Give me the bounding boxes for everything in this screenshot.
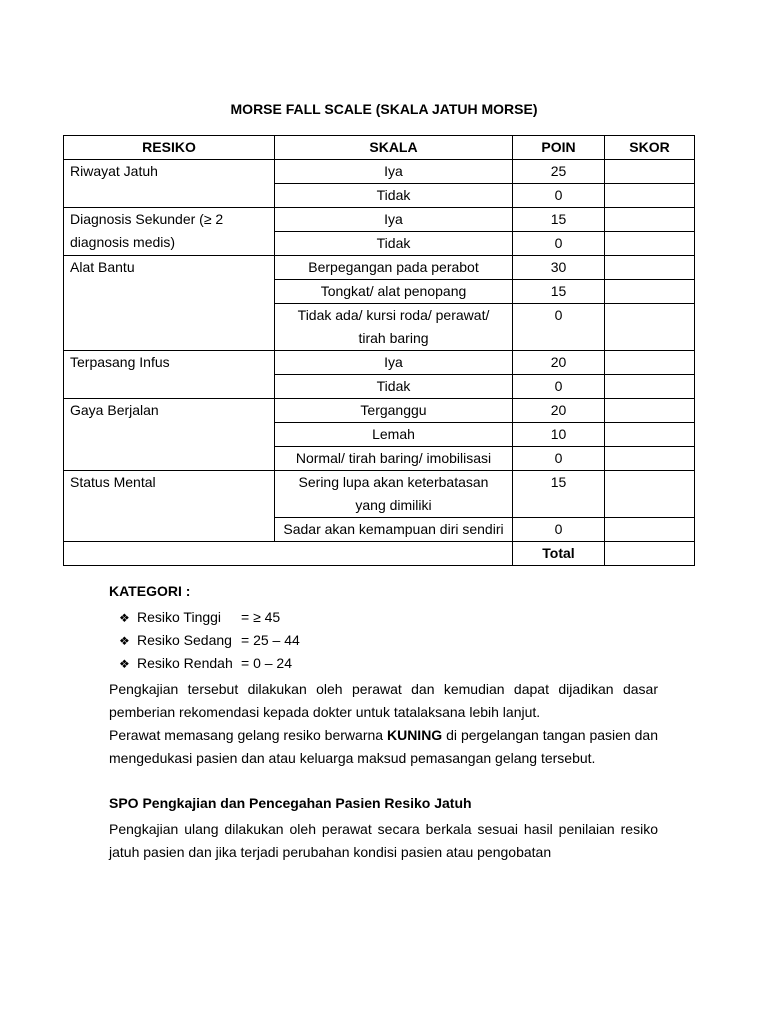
skor-cell xyxy=(605,160,695,184)
color-emphasis: KUNING xyxy=(386,727,443,743)
header-skor: SKOR xyxy=(605,136,695,160)
table-row xyxy=(64,256,695,280)
skala-cell: Iya xyxy=(275,160,513,184)
skala-cell: Normal/ tirah baring/ imobilisasi xyxy=(275,447,513,471)
kategori-label: Resiko Sedang xyxy=(137,632,232,648)
table-row xyxy=(64,208,695,232)
poin-cell: 0 xyxy=(513,375,605,399)
skor-cell xyxy=(605,232,695,256)
skala-cell: Tongkat/ alat penopang xyxy=(275,280,513,304)
resiko-cell: Terpasang Infus xyxy=(64,351,275,399)
diamond-bullet-icon: ❖ xyxy=(119,657,130,671)
skala-cell: Iya xyxy=(275,351,513,375)
poin-cell: 0 xyxy=(513,184,605,208)
skala-cell: Terganggu xyxy=(275,399,513,423)
total-empty-cell xyxy=(64,542,513,566)
diamond-bullet-icon: ❖ xyxy=(119,634,130,648)
resiko-cell: Status Mental xyxy=(64,471,275,542)
list-item xyxy=(109,606,300,629)
poin-cell: 15 xyxy=(513,208,605,232)
header-resiko: RESIKO xyxy=(64,136,275,160)
skala-cell: Tidak xyxy=(275,232,513,256)
kategori-label: Resiko Rendah xyxy=(137,655,233,671)
list-item xyxy=(109,629,300,652)
spo-paragraph: Pengkajian ulang dilakukan oleh perawat secara berkala sesuai hasil penilaian resiko jatuh pasien dan jika terjadi perubahan kondisi pasien atau pengobatan xyxy=(109,821,658,860)
paragraph-gelang-text-1: Perawat memasang gelang resiko berwarna xyxy=(109,727,387,743)
table-row xyxy=(64,471,695,518)
table-row xyxy=(64,351,695,375)
spo-title: SPO Pengkajian dan Pencegahan Pasien Resiko Jatuh xyxy=(109,795,472,811)
skor-cell xyxy=(605,256,695,280)
total-skor-cell xyxy=(605,542,695,566)
header-poin: POIN xyxy=(513,136,605,160)
skala-cell: Berpegangan pada perabot xyxy=(275,256,513,280)
skala-cell: Tidak ada/ kursi roda/ perawat/ tirah baring xyxy=(275,304,513,351)
paragraph-gelang-text-2: di pergelangan tangan pasien dan mengedukasi pasien dan atau keluarga maksud pemasangan gelang tersebut. xyxy=(109,727,658,766)
skala-cell: Lemah xyxy=(275,423,513,447)
table-row xyxy=(64,399,695,423)
document-title: MORSE FALL SCALE (SKALA JATUH MORSE) xyxy=(230,101,538,117)
skala-cell: Tidak xyxy=(275,375,513,399)
kategori-value: = 0 – 24 xyxy=(241,655,292,671)
paragraph-gelang xyxy=(109,724,658,770)
skor-cell xyxy=(605,447,695,471)
list-item xyxy=(109,652,300,675)
diamond-bullet-icon: ❖ xyxy=(119,611,130,625)
kategori-list xyxy=(109,606,300,675)
kategori-label: Resiko Tinggi xyxy=(137,609,222,625)
skala-cell: Sering lupa akan keterbatasan yang dimiliki xyxy=(275,471,513,518)
kategori-value: = 25 – 44 xyxy=(241,632,300,648)
total-label: Total xyxy=(513,542,605,566)
poin-cell: 0 xyxy=(513,447,605,471)
poin-cell: 10 xyxy=(513,423,605,447)
resiko-cell: Diagnosis Sekunder (≥ 2 diagnosis medis) xyxy=(64,208,275,256)
poin-cell: 15 xyxy=(513,280,605,304)
poin-cell: 30 xyxy=(513,256,605,280)
paragraph-pengkajian: Pengkajian tersebut dilakukan oleh perawat dan kemudian dapat dijadikan dasar pemberian rekomendasi kepada dokter untuk tatalaksana lebih lanjut. xyxy=(109,681,658,720)
poin-cell: 20 xyxy=(513,351,605,375)
skor-cell xyxy=(605,280,695,304)
table-header-row xyxy=(64,136,695,160)
skala-cell: Tidak xyxy=(275,184,513,208)
skor-cell xyxy=(605,399,695,423)
skala-cell: Sadar akan kemampuan diri sendiri xyxy=(275,518,513,542)
poin-cell: 0 xyxy=(513,304,605,351)
kategori-heading: KATEGORI : xyxy=(109,583,191,599)
skor-cell xyxy=(605,351,695,375)
poin-cell: 20 xyxy=(513,399,605,423)
skor-cell xyxy=(605,208,695,232)
skor-cell xyxy=(605,304,695,351)
skor-cell xyxy=(605,423,695,447)
total-row xyxy=(64,542,695,566)
resiko-cell: Gaya Berjalan xyxy=(64,399,275,471)
kategori-value: = ≥ 45 xyxy=(241,609,281,625)
skor-cell xyxy=(605,471,695,518)
resiko-cell: Alat Bantu xyxy=(64,256,275,351)
skor-cell xyxy=(605,518,695,542)
skala-cell: Iya xyxy=(275,208,513,232)
poin-cell: 0 xyxy=(513,232,605,256)
poin-cell: 0 xyxy=(513,518,605,542)
skor-cell xyxy=(605,184,695,208)
table-row xyxy=(64,160,695,184)
poin-cell: 25 xyxy=(513,160,605,184)
resiko-cell: Riwayat Jatuh xyxy=(64,160,275,208)
header-skala: SKALA xyxy=(275,136,513,160)
skor-cell xyxy=(605,375,695,399)
morse-fall-scale-table xyxy=(63,135,695,566)
poin-cell: 15 xyxy=(513,471,605,518)
